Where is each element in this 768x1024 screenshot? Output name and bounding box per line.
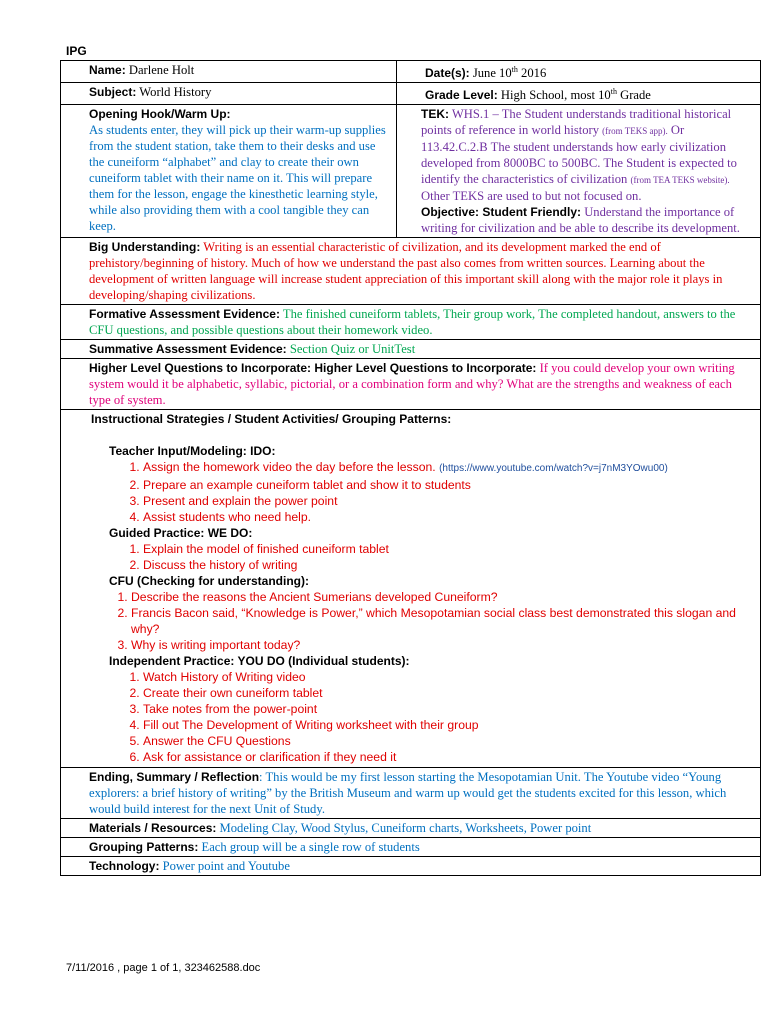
grouping-cell: [61, 838, 761, 857]
summative-cell: [61, 340, 761, 359]
list-item: 2. Discuss the history of writing: [143, 557, 755, 573]
list-item: 1. Explain the model of finished cuneiform tablet: [143, 541, 755, 557]
higher-level-cell: [61, 359, 761, 410]
tek-text-1: WHS.1 – The Student understands traditional historical points of reference in world history: [421, 107, 732, 138]
dates-cell: [397, 61, 761, 83]
materials-label: Materials / Resources:: [89, 821, 217, 836]
name-cell: Name: Darlene Holt: [61, 61, 397, 83]
header-row-name: [61, 61, 761, 83]
higher-level-label: Higher Level Questions to Incorporate: Higher Level Questions to Incorporate:: [89, 361, 537, 376]
higher-level-text: If you could develop your own writing system would it be alphabetic, syllabic, pictorial, or a combination form and why? What are the strengths and weakness of each type of system.: [89, 361, 735, 408]
dates-label: Date(s):: [425, 66, 470, 81]
hook-cell: [61, 105, 397, 238]
ending-label: Ending, Summary / Reflection: [89, 770, 260, 785]
list-item: 3. Present and explain the power point: [143, 493, 755, 509]
teacher-input-label: Teacher Input/Modeling: IDO:: [109, 444, 276, 459]
technology-text: Power point and Youtube: [162, 859, 290, 874]
summative-label: Summative Assessment Evidence:: [89, 342, 287, 357]
grade-cell: [397, 83, 761, 105]
formative-cell: [61, 305, 761, 340]
grouping-row: [61, 838, 761, 857]
big-understanding-row: [61, 238, 761, 305]
independent-practice-list: [91, 669, 755, 765]
subject-cell: [61, 83, 397, 105]
tek-source-2: (from TEA TEKS website).: [630, 175, 730, 186]
materials-text: Modeling Clay, Wood Stylus, Cuneiform charts, Worksheets, Power point: [219, 821, 592, 836]
tek-source-1: (from TEKS app).: [602, 126, 668, 137]
tek-text-3: Other TEKS are used to but not focused on.: [421, 189, 642, 204]
ending-cell: [61, 768, 761, 819]
document-title: IPG: [66, 44, 87, 58]
tek-label: TEK:: [421, 107, 449, 122]
list-item: 6. Ask for assistance or clarification if they need it: [143, 749, 755, 765]
materials-cell: [61, 819, 761, 838]
objective-label: Objective: Student Friendly:: [421, 205, 582, 220]
grade-value: High School, most 10: [500, 88, 611, 103]
formative-row: [61, 305, 761, 340]
lesson-plan-table: [60, 60, 761, 876]
grade-label: Grade Level:: [425, 88, 498, 103]
list-item: 4. Assist students who need help.: [143, 509, 755, 525]
subject-value: World History: [139, 85, 212, 100]
formative-text: The finished cuneiform tablets, Their group work, The completed handout, answers to the CFU questions, and possible questions about their homework video.: [89, 307, 736, 338]
list-item: 3. Why is writing important today?: [131, 637, 755, 653]
technology-cell: [61, 857, 761, 876]
grouping-text: Each group will be a single row of students: [201, 840, 420, 855]
name-value: Darlene Holt: [128, 63, 195, 77]
hook-tek-row: [61, 105, 761, 238]
cfu-list: [91, 589, 755, 653]
strategies-row: [61, 410, 761, 768]
name-label: Name: [89, 63, 122, 77]
tek-cell: [397, 105, 761, 238]
grade-sup: th: [610, 87, 617, 97]
dates-year: 2016: [521, 66, 547, 81]
grouping-label: Grouping Patterns:: [89, 840, 199, 855]
subject-label: Subject:: [89, 85, 137, 100]
tek-text-2: Or 113.42.C.2.B The student understands how early civilization developed from 8000BC to 500BC. The Student is expected to identify the characteristics of civilization: [421, 123, 737, 187]
youtube-link[interactable]: (https://www.youtube.com/watch?v=j7nM3YOwu00): [439, 463, 668, 475]
page-footer: 7/11/2016 , page 1 of 1, 323462588.doc: [66, 962, 261, 974]
list-item: 1. Assign the homework video the day before the lesson. (https://www.youtube.com/watch?v=j7nM3YOwu00): [143, 459, 755, 477]
hook-label: Opening Hook/Warm Up:: [89, 107, 231, 122]
list-item: 2. Create their own cuneiform tablet: [143, 685, 755, 701]
list-item: 2. Francis Bacon said, “Knowledge is Power,” which Mesopotamian social class best demonstrated this slogan and why?: [131, 605, 755, 637]
list-item: 5. Answer the CFU Questions: [143, 733, 755, 749]
dates-value: June 10: [472, 66, 512, 81]
objective-text: Understand the importance of writing for civilization and be able to describe its development.: [421, 205, 740, 236]
summative-row: [61, 340, 761, 359]
ending-row: [61, 768, 761, 819]
cfu-label: CFU (Checking for understanding):: [109, 574, 309, 589]
summative-text: Section Quiz or UnitTest: [289, 342, 416, 357]
list-item: 4. Fill out The Development of Writing worksheet with their group: [143, 717, 755, 733]
list-item: 1. Watch History of Writing video: [143, 669, 755, 685]
formative-label: Formative Assessment Evidence:: [89, 307, 280, 322]
strategies-cell: [61, 410, 761, 768]
guided-practice-list: [91, 541, 755, 573]
independent-practice-label: Independent Practice: YOU DO (Individual students):: [109, 654, 410, 669]
big-understanding-text: Writing is an essential characteristic of civilization, and its development marked the end of prehistory/beginning of history. Much of how we understand the past also comes from written sources. Learning about the development of written language will increase student appreciation of this important skill along with the major role it plays in developing/shaping civilizations.: [89, 240, 723, 303]
big-understanding-label: Big Understanding:: [89, 240, 201, 255]
list-item: 2. Prepare an example cuneiform tablet and show it to students: [143, 477, 755, 493]
technology-label: Technology:: [89, 859, 160, 874]
materials-row: [61, 819, 761, 838]
strategies-label: Instructional Strategies / Student Activities/ Grouping Patterns:: [91, 412, 452, 427]
grade-tail: Grade: [620, 88, 651, 103]
list-item: 1. Describe the reasons the Ancient Sumerians developed Cuneiform?: [131, 589, 755, 605]
list-item: 3. Take notes from the power-point: [143, 701, 755, 717]
technology-row: [61, 857, 761, 876]
ending-text: : This would be my first lesson starting the Mesopotamian Unit. The Youtube video “Young explorers: a brief history of writing” by the British Museum and warm up would get the students excited for this lesson, which would build interest for the next Unit of Study.: [89, 770, 727, 817]
dates-sup: th: [511, 65, 518, 74]
guided-practice-label: Guided Practice: WE DO:: [109, 526, 253, 541]
header-row-subject: [61, 83, 761, 105]
big-understanding-cell: [61, 238, 761, 305]
hook-text: As students enter, they will pick up their warm-up supplies from the student station, take them to their desks and use the cuneiform “alphabet” and clay to create their own cuneiform tablet with their name on it. This will prepare them for the lesson, engage the kinesthetic learning style, while also providing them with a cool tangible they can keep.: [89, 123, 386, 234]
higher-level-row: [61, 359, 761, 410]
teacher-input-list: [91, 459, 755, 525]
